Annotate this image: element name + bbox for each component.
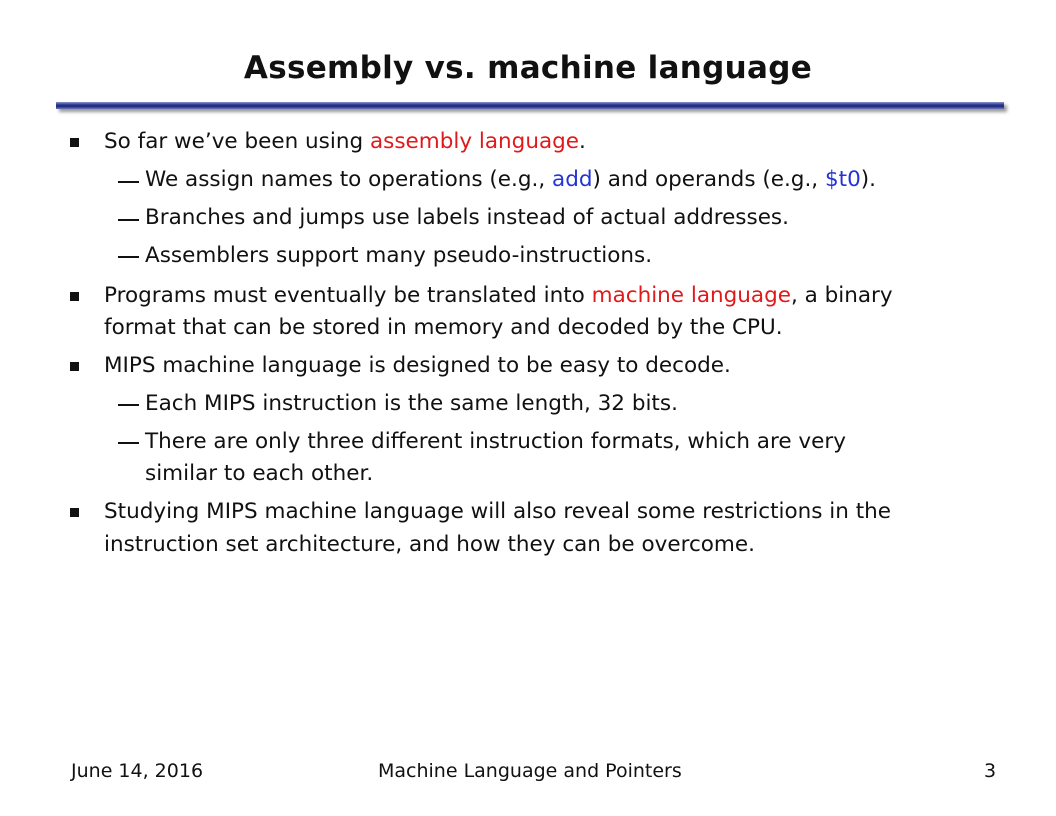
assembly-language-highlight: assembly language: [369, 129, 579, 154]
dash-2-marker: [118, 219, 139, 221]
sub-1-text-a: We assign names to operations (e.g.,: [145, 167, 553, 192]
bullet-3-marker: [70, 362, 79, 371]
bullet-2-end: , a binary: [790, 283, 893, 308]
sub-bullet-3: Assemblers support many pseudo-instructions.: [145, 243, 653, 268]
sub-bullet-1: [145, 166, 876, 194]
dash-1-marker: [118, 181, 139, 183]
bullet-1-marker: [70, 138, 79, 147]
sub-bullet-5-continued: similar to each other.: [145, 461, 374, 486]
bullet-1-text: So far we’ve been using: [104, 129, 370, 154]
t0-code: $t0: [824, 167, 861, 192]
sub-bullet-5: There are only three different instruction formats, which are very: [145, 429, 846, 454]
add-code: add: [552, 167, 593, 192]
bullet-2-continued: format that can be stored in memory and decoded by the CPU.: [104, 315, 783, 340]
slide-title: Assembly vs. machine language: [243, 50, 813, 86]
bullet-4: Studying MIPS machine language will also reveal some restrictions in the: [104, 499, 892, 524]
footer-title: Machine Language and Pointers: [378, 760, 682, 782]
dash-5-marker: [118, 442, 139, 444]
machine-language-highlight: machine language: [591, 283, 791, 308]
bullet-3: MIPS machine language is designed to be easy to decode.: [104, 353, 731, 378]
sub-1-text-b: ) and operands (e.g.,: [592, 167, 825, 192]
footer-page-number: 3: [984, 760, 997, 782]
sub-1-text-c: ).: [860, 167, 876, 192]
bullet-2-marker: [70, 292, 79, 301]
title-divider: [56, 102, 1004, 109]
dash-4-marker: [118, 404, 139, 406]
dash-3-marker: [118, 256, 139, 258]
bullet-4-continued: instruction set architecture, and how they can be overcome.: [104, 532, 755, 557]
bullet-1-end: .: [579, 129, 586, 154]
footer-date: June 14, 2016: [71, 760, 204, 782]
bullet-4-marker: [70, 508, 79, 517]
sub-bullet-2: Branches and jumps use labels instead of actual addresses.: [145, 205, 789, 230]
bullet-2: [104, 282, 893, 310]
bullet-2-text: Programs must eventually be translated into: [104, 283, 592, 308]
bullet-1: [104, 128, 586, 156]
sub-bullet-4: Each MIPS instruction is the same length, 32 bits.: [145, 391, 678, 416]
